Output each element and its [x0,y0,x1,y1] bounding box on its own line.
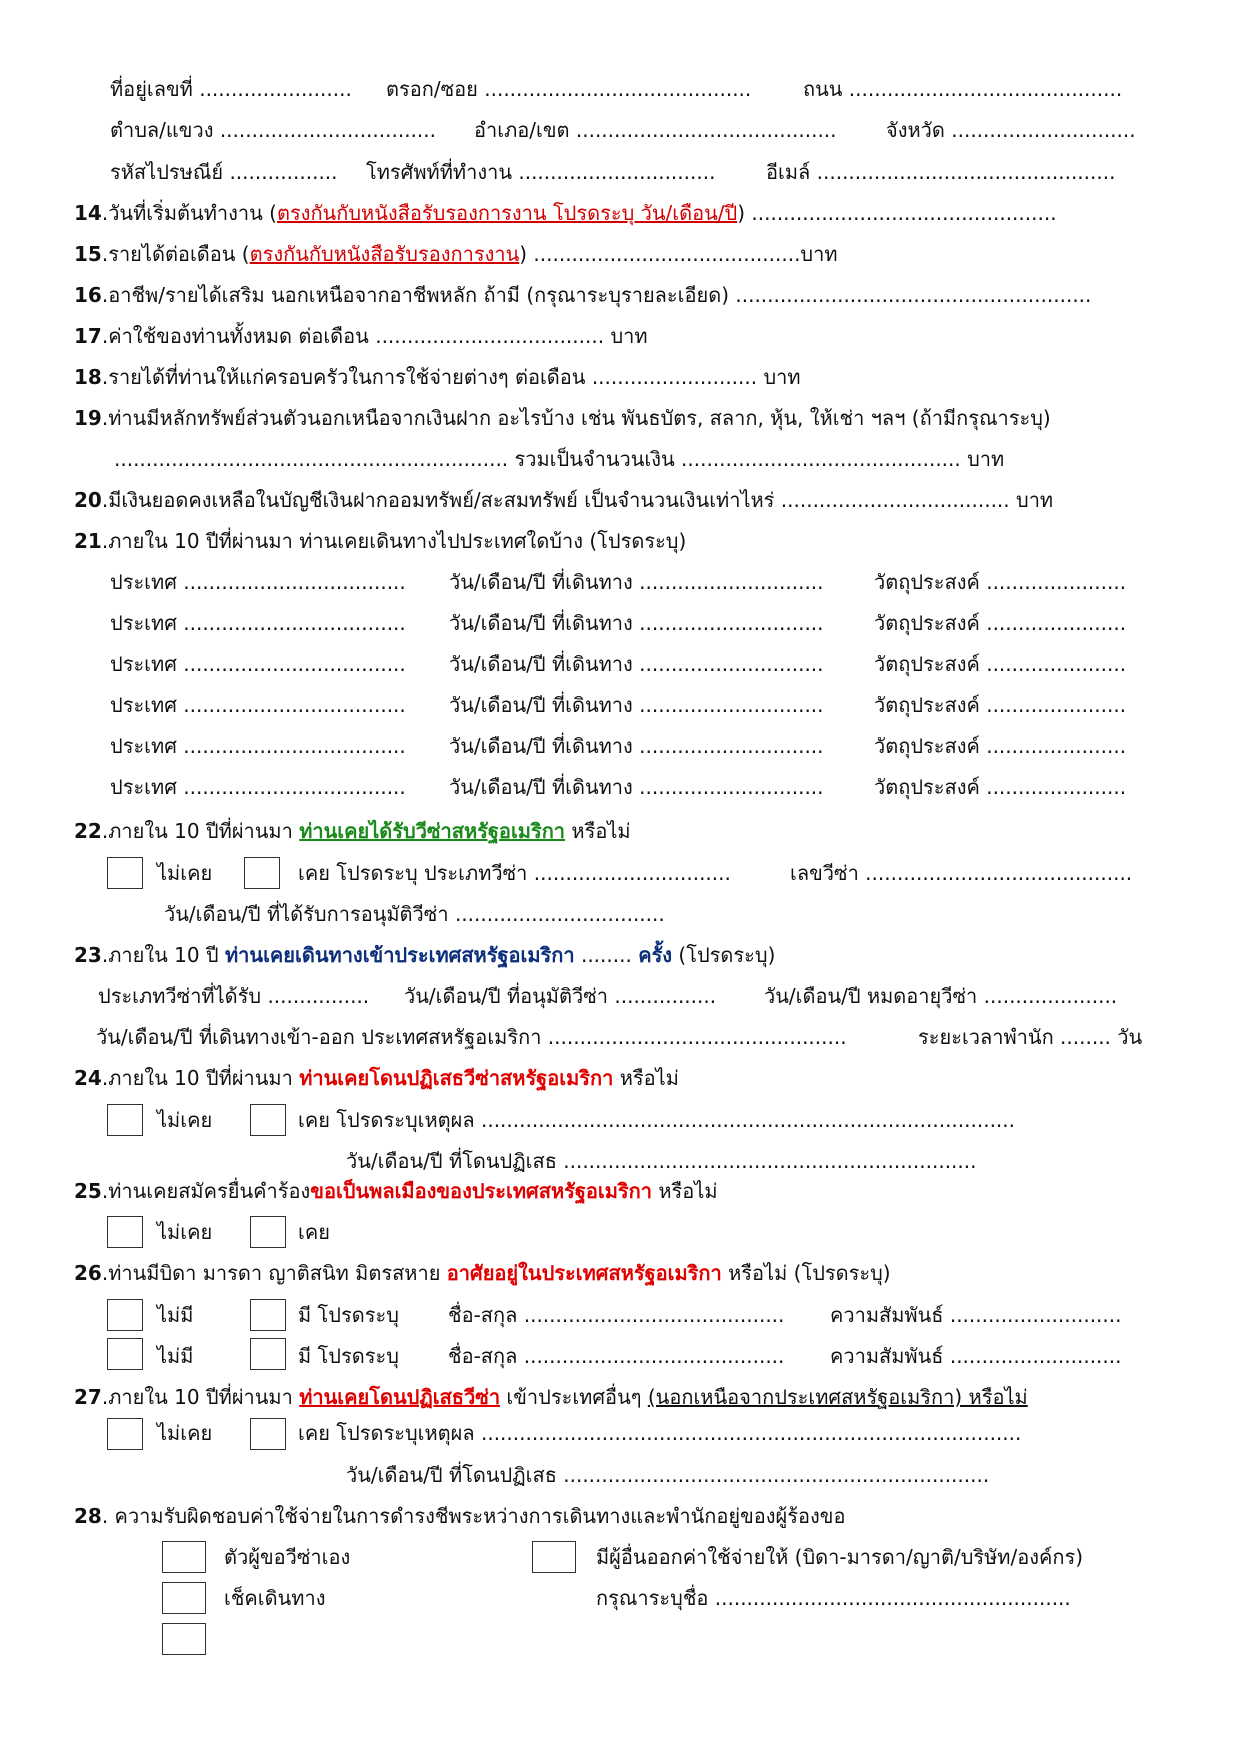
question-28 [74,1503,845,1529]
question-text: .ค่าใช้ของท่านทั้งหมด ต่อเดือน .................................... บาท [101,324,648,348]
q21-row-2-purpose: วัตถุประสงค์ ...................... [874,611,1127,635]
q27-never-checkbox[interactable] [107,1418,143,1450]
question-number: 16 [74,283,102,307]
question-highlight: อาศัยอยู่ในประเทศสหรัฐอเมริกา [446,1261,722,1285]
question-text: .วันที่เริ่มต้นทำงาน ( [101,201,277,225]
question-highlight: ท่านเคยโดนปฏิเสธวีซ่าสหรัฐอเมริกา [299,1066,614,1090]
q26-yes-label: มี โปรดระบุ [298,1303,399,1327]
address-email: อีเมล์ ............................................... [766,160,1116,184]
question-underlined: (นอกเหนือจากประเทศสหรัฐอเมริกา) หรือไม่ [647,1385,1028,1409]
question-number: 22 [74,819,102,843]
question-text: .ภายใน 10 ปีที่ผ่านมา ท่านเคยเดินทางไปประเทศใดบ้าง (โปรดระบุ) [101,529,687,553]
q22-ever-label: เคย โปรดระบุ ประเภทวีซ่า ............................... [298,861,731,885]
question-19-total: .............................................................. รวมเป็นจำนวนเงิน ............................................ บาท [114,447,1005,471]
question-text: . ความรับผิดชอบค่าใช้จ่ายในการดำรงชีพระหว่างการเดินทางและพำนักอยู่ของผู้ร้องขอ [101,1504,846,1528]
question-22 [74,818,631,844]
question-number: 15 [74,242,102,266]
address-alley: ตรอก/ซอย .......................................... [386,77,752,101]
q21-row-2-country: ประเทศ ................................... [110,611,406,635]
q23-visa-approved: วัน/เดือน/ปี ที่อนุมัติวีซ่า ................ [404,984,717,1008]
question-17 [74,323,648,349]
q28-other-checkbox[interactable] [532,1541,576,1573]
address-house-no: ที่อยู่เลขที่ ........................ [110,77,352,101]
q28-self-label: ตัวผู้ขอวีซ่าเอง [224,1545,351,1569]
question-text-end: (โปรดระบุ) [672,943,776,967]
q21-row-4-country: ประเทศ ................................... [110,693,406,717]
q26-relation-field: ความสัมพันธ์ ........................... [830,1344,1122,1368]
question-highlight: ท่านเคยได้รับวีซ่าสหรัฐอเมริกา [299,819,566,843]
question-highlight: ตรงกันกับหนังสือรับรองการงาน โปรดระบุ วัน/เดือน/ปี [276,201,738,225]
question-highlight: ตรงกันกับหนังสือรับรองการงาน [249,242,520,266]
q22-never-checkbox[interactable] [107,857,143,889]
address-district: อำเภอ/เขต ......................................... [474,118,837,142]
question-text-end: หรือไม่ [613,1066,679,1090]
q21-row-6-date: วัน/เดือน/ปี ที่เดินทาง ............................. [449,775,824,799]
q22-never-label: ไม่เคย [157,861,213,885]
q21-row-5-country: ประเทศ ................................... [110,734,406,758]
question-19 [74,405,1051,431]
question-text-end: หรือไม่ (โปรดระบุ) [721,1261,891,1285]
q22-approved-date: วัน/เดือน/ปี ที่ได้รับการอนุมัติวีซ่า ................................. [164,902,665,926]
q27-ever-checkbox[interactable] [250,1418,286,1450]
q26-no-checkbox-2[interactable] [107,1338,143,1370]
question-25 [74,1178,718,1204]
q23-visa-type: ประเภทวีซ่าที่ได้รับ ................ [98,984,370,1008]
q26-relation-field: ความสัมพันธ์ ........................... [830,1303,1122,1327]
question-23 [74,942,775,968]
question-18 [74,364,801,390]
q28-other-label: มีผู้อื่นออกค่าใช้จ่ายให้ (บิดา-มารดา/ญาติ/บริษัท/องค์กร) [596,1545,1084,1569]
question-highlight: ขอเป็นพลเมืองของประเทศสหรัฐอเมริกา [310,1179,653,1203]
question-text-end: หรือไม่ [565,819,631,843]
q23-stay-duration: ระยะเวลาพำนัก ........ วัน [918,1025,1143,1049]
q26-yes-checkbox-1[interactable] [250,1299,286,1331]
q21-row-2-date: วัน/เดือน/ปี ที่เดินทาง ............................. [449,611,824,635]
question-text: .ภายใน 10 ปีที่ผ่านมา [101,1385,300,1409]
q28-self-checkbox[interactable] [162,1541,206,1573]
q21-row-1-date: วัน/เดือน/ปี ที่เดินทาง ............................. [449,570,824,594]
question-text: .ภายใน 10 ปี [101,943,225,967]
question-text: .รายได้ที่ท่านให้แก่ครอบครัวในการใช้จ่ายต่างๆ ต่อเดือน .......................... บาท [101,365,801,389]
q27-ever-label: เคย โปรดระบุเหตุผล ..................................................................................... [298,1421,1022,1445]
q24-never-label: ไม่เคย [157,1108,213,1132]
question-26 [74,1260,891,1286]
q26-yes-checkbox-2[interactable] [250,1338,286,1370]
q27-never-label: ไม่เคย [157,1421,213,1445]
question-15 [74,241,838,267]
q24-ever-label: เคย โปรดระบุเหตุผล .................................................................................... [298,1108,1016,1132]
question-number: 19 [74,406,102,430]
q28-name-field: กรุณาระบุชื่อ ........................................................ [596,1586,1071,1610]
q25-never-checkbox[interactable] [107,1216,143,1248]
q21-row-3-country: ประเทศ ................................... [110,652,406,676]
q26-yes-label: มี โปรดระบุ [298,1344,399,1368]
q24-ever-checkbox[interactable] [250,1104,286,1136]
address-road: ถนน ........................................... [803,77,1123,101]
q21-row-1-country: ประเทศ ................................... [110,570,406,594]
question-text: .ภายใน 10 ปีที่ผ่านมา [101,1066,300,1090]
q25-ever-label: เคย [298,1220,330,1244]
q27-refused-date: วัน/เดือน/ปี ที่โดนปฏิเสธ ................................................................... [346,1463,990,1487]
q21-row-5-purpose: วัตถุประสงค์ ...................... [874,734,1127,758]
question-number: 26 [74,1261,102,1285]
q25-ever-checkbox[interactable] [250,1216,286,1248]
question-14 [74,200,1057,226]
address-subdistrict: ตำบล/แขวง .................................. [110,118,436,142]
question-number: 14 [74,201,102,225]
q24-never-checkbox[interactable] [107,1104,143,1136]
question-fill: ........ [574,943,639,967]
address-province: จังหวัด ............................. [886,118,1136,142]
q21-row-4-date: วัน/เดือน/ปี ที่เดินทาง ............................. [449,693,824,717]
question-21 [74,528,686,554]
q26-no-label: ไม่มี [157,1344,194,1368]
question-text: .ภายใน 10 ปีที่ผ่านมา [101,819,300,843]
question-highlight: ท่านเคยเดินทางเข้าประเทศสหรัฐอเมริกา [225,943,575,967]
q21-row-3-purpose: วัตถุประสงค์ ...................... [874,652,1127,676]
q23-visa-expiry: วัน/เดือน/ปี หมดอายุวีซ่า ..................... [764,984,1118,1008]
q23-travel-dates: วัน/เดือน/ปี ที่เดินทางเข้า-ออก ประเทศสหรัฐอเมริกา ............................................... [96,1025,847,1049]
address-postcode: รหัสไปรษณีย์ ................. [110,160,338,184]
question-text: .รายได้ต่อเดือน ( [101,242,250,266]
q26-no-checkbox-1[interactable] [107,1299,143,1331]
question-text: .ท่านมีหลักทรัพย์ส่วนตัวนอกเหนือจากเงินฝาก อะไรบ้าง เช่น พันธบัตร, สลาก, หุ้น, ให้เช่า ฯลฯ (ถ้ามีกรุณาระบุ) [101,406,1051,430]
question-number: 24 [74,1066,102,1090]
q21-row-3-date: วัน/เดือน/ปี ที่เดินทาง ............................. [449,652,824,676]
question-16 [74,282,1091,308]
q28-extra-checkbox[interactable] [162,1623,206,1655]
question-text: .ท่านมีบิดา มารดา ญาติสนิท มิตรสหาย [101,1261,447,1285]
question-text: .มีเงินยอดคงเหลือในบัญชีเงินฝากออมทรัพย์/สะสมทรัพย์ เป็นจำนวนเงินเท่าไหร่ .................................... บาท [101,488,1054,512]
question-number: 17 [74,324,102,348]
q22-ever-checkbox[interactable] [244,857,280,889]
q21-row-6-purpose: วัตถุประสงค์ ...................... [874,775,1127,799]
q25-never-label: ไม่เคย [157,1220,213,1244]
question-number: 20 [74,488,102,512]
q28-cheque-label: เช็คเดินทาง [224,1586,326,1610]
q24-refused-date: วัน/เดือน/ปี ที่โดนปฏิเสธ ................................................................. [346,1149,977,1173]
q21-row-4-purpose: วัตถุประสงค์ ...................... [874,693,1127,717]
question-text-end: หรือไม่ [652,1179,718,1203]
question-number: 27 [74,1385,102,1409]
q21-row-1-purpose: วัตถุประสงค์ ...................... [874,570,1127,594]
question-highlight: ท่านเคยโดนปฏิเสธวีซ่า [299,1385,501,1409]
q21-row-6-country: ประเทศ ................................... [110,775,406,799]
q28-cheque-checkbox[interactable] [162,1582,206,1614]
address-work-phone: โทรศัพท์ที่ทำงาน ............................... [366,160,716,184]
question-text: .อาชีพ/รายได้เสริม นอกเหนือจากอาชีพหลัก ถ้ามี (กรุณาระบุรายละเอียด) ........................................................ [101,283,1092,307]
question-24 [74,1065,679,1091]
q26-name-field: ชื่อ-สกุล ......................................... [448,1344,785,1368]
q26-no-label: ไม่มี [157,1303,194,1327]
question-times: ครั้ง [638,943,673,967]
question-20 [74,487,1053,513]
question-fill: ) ................................................ [737,201,1057,225]
question-number: 25 [74,1179,102,1203]
question-text: .ท่านเคยสมัครยื่นคำร้อง [101,1179,311,1203]
question-number: 21 [74,529,102,553]
question-text-mid: เข้าประเทศอื่นๆ [500,1385,648,1409]
question-number: 23 [74,943,102,967]
question-27 [74,1384,1028,1410]
question-fill: ) ..........................................บาท [519,242,838,266]
q26-name-field: ชื่อ-สกุล ......................................... [448,1303,785,1327]
question-number: 18 [74,365,102,389]
question-number: 28 [74,1504,102,1528]
q22-visa-number: เลขวีซ่า .......................................... [790,861,1133,885]
q21-row-5-date: วัน/เดือน/ปี ที่เดินทาง ............................. [449,734,824,758]
